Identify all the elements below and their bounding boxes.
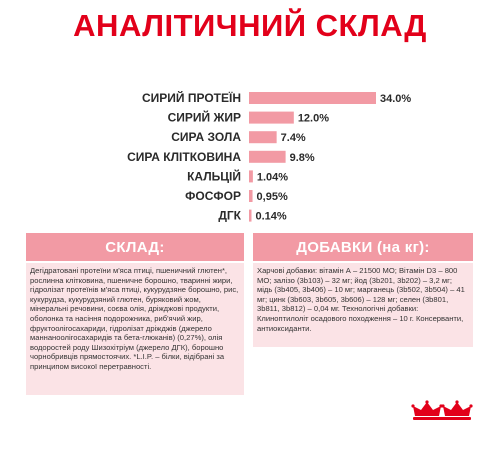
bar <box>249 190 253 202</box>
bar-value-label: 9.8% <box>289 151 315 164</box>
composition-heading: СКЛАД: <box>105 238 165 256</box>
bar-value-label: 12.0% <box>297 112 330 125</box>
bar-category-label: СИРА ЗОЛА <box>171 130 241 145</box>
bar <box>249 112 294 124</box>
composition-text: Дегідратовані протеїни м'яса птиці, пшеничний глютен*, рослинна клітковина, пшеничне борошно, тваринні жири, гідролізат протеїнів м'яса птиці, кукурудзяне борошно, рис, кукурудза, кукурудзяний глютен, буряковий жом, мінеральні речовини, соєва олія, дріжджові продукти, оболонка та насіння подорожника, риб'ячий жир, фруктоолігосахариди, гідролізат дріжджів (джерело маннаноолігосахаридів та бета-глюканів) (0,27%), олія водоростей роду Шизохітріум (джерело ДГК), борошно чорнобривців прямостоячих. *L.I.P. – білки, відібрані за принципом високої перетравності. <box>30 266 239 371</box>
composition-heading-box <box>26 233 244 261</box>
additives-box <box>253 263 473 347</box>
bar <box>249 151 286 163</box>
bar <box>249 170 253 182</box>
bar-category-label: СИРА КЛІТКОВИНА <box>127 149 241 164</box>
bar-category-label: СИРИЙ ЖИР <box>167 110 241 125</box>
additives-text: Харчові добавки: вітамін А – 21500 МО; Вітамін D3 – 800 МО; залізо (3b103) – 32 мг; йод (3b201, 3b202) – 3,2 мг; мідь (3b405, 3b406) – 10 мг; марганець (3b502, 3b504) – 41 мг; цинк (3b603, 3b605, 3b606) – 128 мг; селен (3b801, 3b811, 3b812) – 0,04 мг. Технологічні добавки: Клиноптилоліт осадового походження – 10 г. Консерванти, антиоксиданти. <box>257 266 465 333</box>
bar-category-label: КАЛЬЦІЙ <box>187 169 241 184</box>
bar-value-label: 7.4% <box>280 132 306 145</box>
nutrient-bar-chart <box>0 88 500 228</box>
bar-category-label: ДГК <box>218 208 241 223</box>
bar-value-label: 1.04% <box>256 171 289 184</box>
bar <box>249 210 252 222</box>
bar <box>249 131 277 143</box>
bar-value-label: 34.0% <box>380 93 412 105</box>
additives-heading-box <box>253 233 473 261</box>
composition-box <box>26 263 244 395</box>
bar-value-label: 0,95% <box>256 191 288 203</box>
bar-value-label: 0.14% <box>255 210 287 223</box>
royal-canin-crown-logo-icon <box>409 398 479 422</box>
page-title: АНАЛІТИЧНИЙ СКЛАД <box>73 8 427 43</box>
additives-heading: ДОБАВКИ (на кг): <box>296 238 430 256</box>
bar <box>249 92 376 104</box>
bar-category-label: СИРИЙ ПРОТЕЇН <box>142 91 241 105</box>
bar-category-label: ФОСФОР <box>185 189 241 203</box>
